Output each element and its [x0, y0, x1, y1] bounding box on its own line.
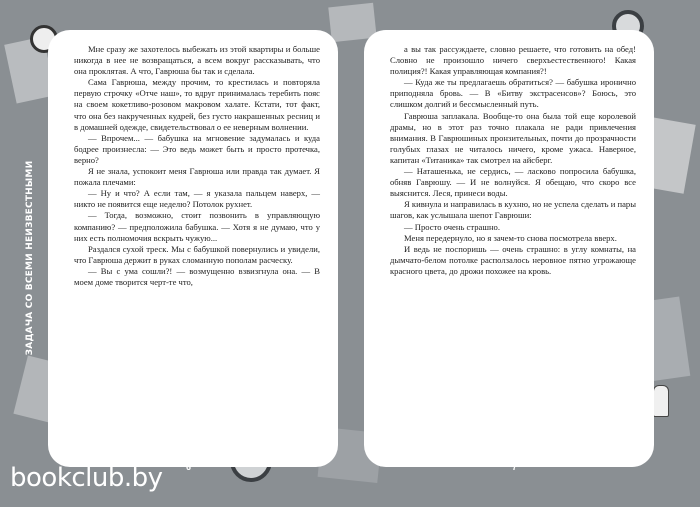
- paragraph: Гаврюша заплакала. Вообще-то она была той еще королевой драмы, но в этот раз точно плакала не ради привлечения внимания. В Гаврюшиных пронзительных, почти до прозрачности голубых глазах не читалось ничего, кроме ужаса. Наверное, капитан «Титаника» так смотрел на айсберг.: [390, 110, 636, 165]
- paragraph: — Куда же ты предлагаешь обратиться? — бабушка иронично приподняла бровь. — В «Битву экстрасенсов»? Боюсь, это слишком долгий и бессмысленный путь.: [390, 77, 636, 110]
- paragraph: — Вы с ума сошли?! — возмущенно взвизгнула она. — В моем доме творится черт-те что,: [74, 265, 320, 287]
- paragraph: И ведь не поспоришь — очень страшно: в углу комнаты, на дымчато-белом потолке расползалось неровное пятно угрожающе красного цвета, до дрожи похожее на кровь.: [390, 243, 636, 276]
- left-page-text: [74, 44, 320, 288]
- paragraph: — Впрочем... — бабушка на мгновение задумалась и куда бодрее произнесла: — Это ведь может быть и просто протечка, верно?: [74, 132, 320, 165]
- running-title: ЗАДАЧА СО ВСЕМИ НЕИЗВЕСТНЫМИ: [25, 160, 35, 356]
- chess-piece-icon: [653, 385, 669, 417]
- paragraph: — Тогда, возможно, стоит позвонить в управляющую компанию? — предположила бабушка. — Хотя я не думаю, что у них есть полномочия вскрыть чужую...: [74, 210, 320, 243]
- paragraph: Я не знала, успокоит меня Гаврюша или правда так думает. Я пожала плечами:: [74, 166, 320, 188]
- paragraph: — Ну и что? А если там, — я указала пальцем наверх, — никто не появится еще неделю? Потолок рухнет.: [74, 188, 320, 210]
- paragraph: Мне сразу же захотелось выбежать из этой квартиры и больше никогда в нее не возвращаться, а всем вокруг рассказывать, что она проклятая. А что, Гаврюша бы так и сделала.: [74, 44, 320, 77]
- paragraph: Я кивнула и направилась в кухню, но не успела сделать и пары шагов, как услышала шепот Гаврюши:: [390, 199, 636, 221]
- right-page: [364, 30, 654, 467]
- paragraph: Меня передернуло, но я зачем-то снова посмотрела вверх.: [404, 232, 617, 243]
- paragraph: а вы так рассуждаете, словно решаете, что готовить на обед! Словно не произошло ничего сверхъестественного! Какая полиция?! Какая управляющая компания?!: [390, 44, 636, 77]
- left-page: [48, 30, 338, 467]
- paragraph: Раздался сухой треск. Мы с бабушкой повернулись и увидели, что Гаврюша держит в руках сломанную пополам расческу.: [74, 243, 320, 265]
- page-number-left: 6: [186, 462, 192, 472]
- paragraph: Сама Гаврюша, между прочим, то крестилась и повторяла первую строчку «Отче наш», то вдруг принималась теребить пояс на своем кокетливо-розовом макровом халате. Кстати, тот факт, что она без накрученных кудрей, без густо накрашенных ресниц и в домашней одежде, свидетельствовал о ее неверным волнении.: [74, 77, 320, 132]
- watermark-logo: bookclub.by: [10, 463, 163, 493]
- paragraph: — Наташенька, не сердись, — ласково попросила бабушка, обняв Гаврюшу. — И не волнуйся. Я обещаю, что скоро все выяснится. Леся, принеси воды.: [390, 166, 636, 199]
- page-number-right: 7: [512, 462, 518, 472]
- right-page-text: [390, 44, 636, 277]
- paragraph: — Просто очень страшно.: [404, 221, 500, 232]
